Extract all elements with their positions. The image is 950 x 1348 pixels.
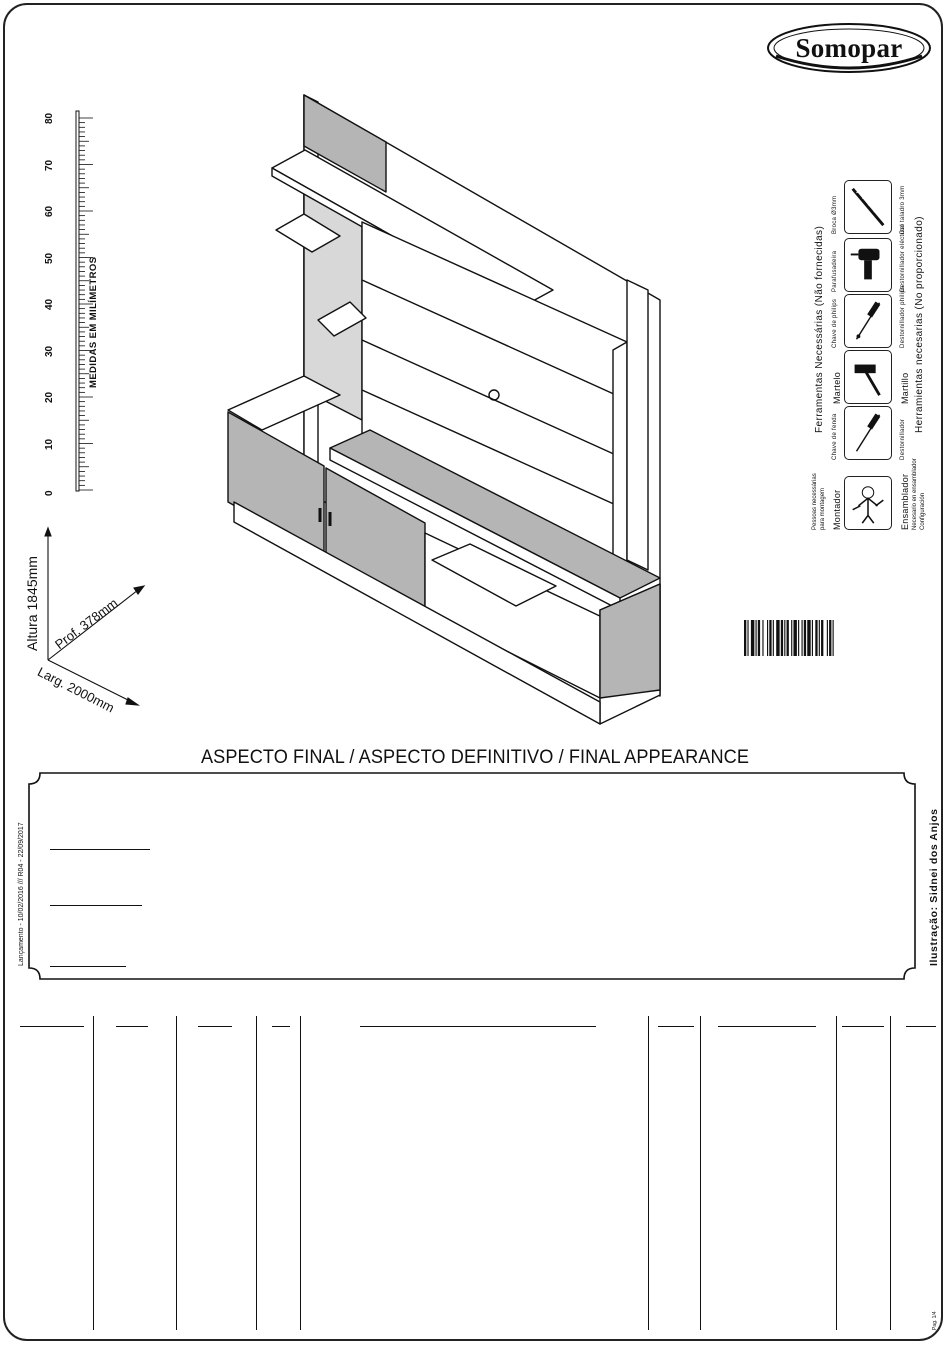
tool-label-pt: Martelo [832,371,842,404]
ruler-label: 80 [44,112,55,124]
release-info: Lançamento - 10/02/2016 /// R04 - 22/09/2017 [18,822,25,966]
table-column-divider [300,1016,301,1330]
tool-label-pt: Parafusadeira [832,250,838,292]
brand-logo [766,22,932,74]
table-header-line [272,1026,290,1027]
barcode-bar [815,620,817,656]
barcode-bar [776,620,779,656]
barcode-bar [784,620,785,656]
barcode-bar [762,620,763,656]
table-header-line [20,1026,84,1027]
illustration-credit: Ilustração: Sidnei dos Anjos [928,808,940,966]
tools-title-es: Herramientas necesarias (No proporcionado) [914,216,925,433]
tool-box [844,294,892,348]
table-header-line [198,1026,232,1027]
phillips-screwdriver-icon [845,295,891,347]
table-header-line [718,1026,816,1027]
ruler-label: 60 [44,205,55,217]
ruler-label: 20 [44,391,55,403]
table-header-line [360,1026,596,1027]
ruler-label: 10 [44,438,55,450]
table-column-divider [93,1016,94,1330]
page-number: Pag. 1/4 [932,1311,938,1330]
barcode-bar [798,620,799,656]
barcode-bar [804,620,806,656]
barcode-bar [833,620,834,656]
logo-text: Somopar [795,33,903,63]
drill-icon [845,239,891,291]
table-column-divider [648,1016,649,1330]
tool-note-es: Configuración [920,492,926,530]
barcode-bar [769,620,771,656]
tool-box [844,180,892,234]
table-header-line [658,1026,694,1027]
assembler-icon [845,477,891,529]
height-dimension: Altura 1845mm [24,556,40,651]
barcode-bar [751,620,754,656]
tool-box [844,238,892,292]
note-line-2 [50,905,142,906]
tool-label-es: Destornillador eléctrico [900,223,906,292]
tool-label-pt: Chave de fenda [832,413,838,460]
hammer-icon [845,351,891,403]
ruler-label: 70 [44,159,55,171]
table-column-divider [890,1016,891,1330]
barcode-bar [787,620,789,656]
barcode-bar [827,620,828,656]
tool-label-pt: Montador [832,489,842,530]
barcode-bar [773,620,774,656]
tool-note-es: Necesario en ensamblador [912,458,918,530]
tools-title-pt: Ferramentas Necessárias (Não fornecidas) [814,225,825,433]
ruler-title: MEDIDAS EM MILÍMETROS [88,256,99,388]
table-header-line [842,1026,884,1027]
note-line-1 [50,849,150,850]
tool-box [844,350,892,404]
tool-box [844,476,892,530]
notes-panel [28,772,916,980]
tool-note-pt: Pessoas necessárias [812,473,818,530]
tool-note-pt: para montagem [820,487,826,530]
ruler-label: 30 [44,345,55,357]
barcode-bar [747,620,748,656]
furniture-illustration [220,90,670,730]
barcode-bar [744,620,746,656]
tool-box [844,406,892,460]
barcode-bar [829,620,831,656]
tool-label-es: Del taladro 3mm [900,185,906,234]
barcode-bar [819,620,820,656]
table-header-line [906,1026,936,1027]
tool-label-es: Martillo [900,372,910,404]
barcode-bar [758,620,760,656]
ruler-label: 0 [44,490,55,496]
screwdriver-icon [845,407,891,459]
barcode-bar [781,620,783,656]
barcode-bar [756,620,757,656]
table-column-divider [176,1016,177,1330]
table-column-divider [256,1016,257,1330]
barcode-bar [807,620,810,656]
tool-label-es: Ensamblador [900,473,910,530]
barcode-bar [791,620,792,656]
tool-label-pt: Broca Ø3mm [832,195,838,234]
note-line-3 [50,966,126,967]
barcode-bar [821,620,823,656]
barcode-bar [793,620,796,656]
depth-dimension: Prof. 378mm [52,595,121,652]
barcode-bar [812,620,813,656]
table-column-divider [836,1016,837,1330]
tool-label-es: Destornillador philips [900,285,906,348]
tool-label-pt: Chave de philips [832,298,838,348]
width-dimension: Larg. 2000mm [35,664,117,716]
ruler-label: 40 [44,298,55,310]
table-column-divider [700,1016,701,1330]
table-header-line [116,1026,148,1027]
tool-label-es: Destornillador [900,418,906,460]
barcode [742,620,884,656]
ruler-label: 50 [44,252,55,264]
barcode-bar [802,620,803,656]
drill-bit-icon [845,181,891,233]
final-appearance-heading: ASPECTO FINAL / ASPECTO DEFINITIVO / FINAL APPEARANCE [200,746,750,768]
barcode-bar [767,620,768,656]
